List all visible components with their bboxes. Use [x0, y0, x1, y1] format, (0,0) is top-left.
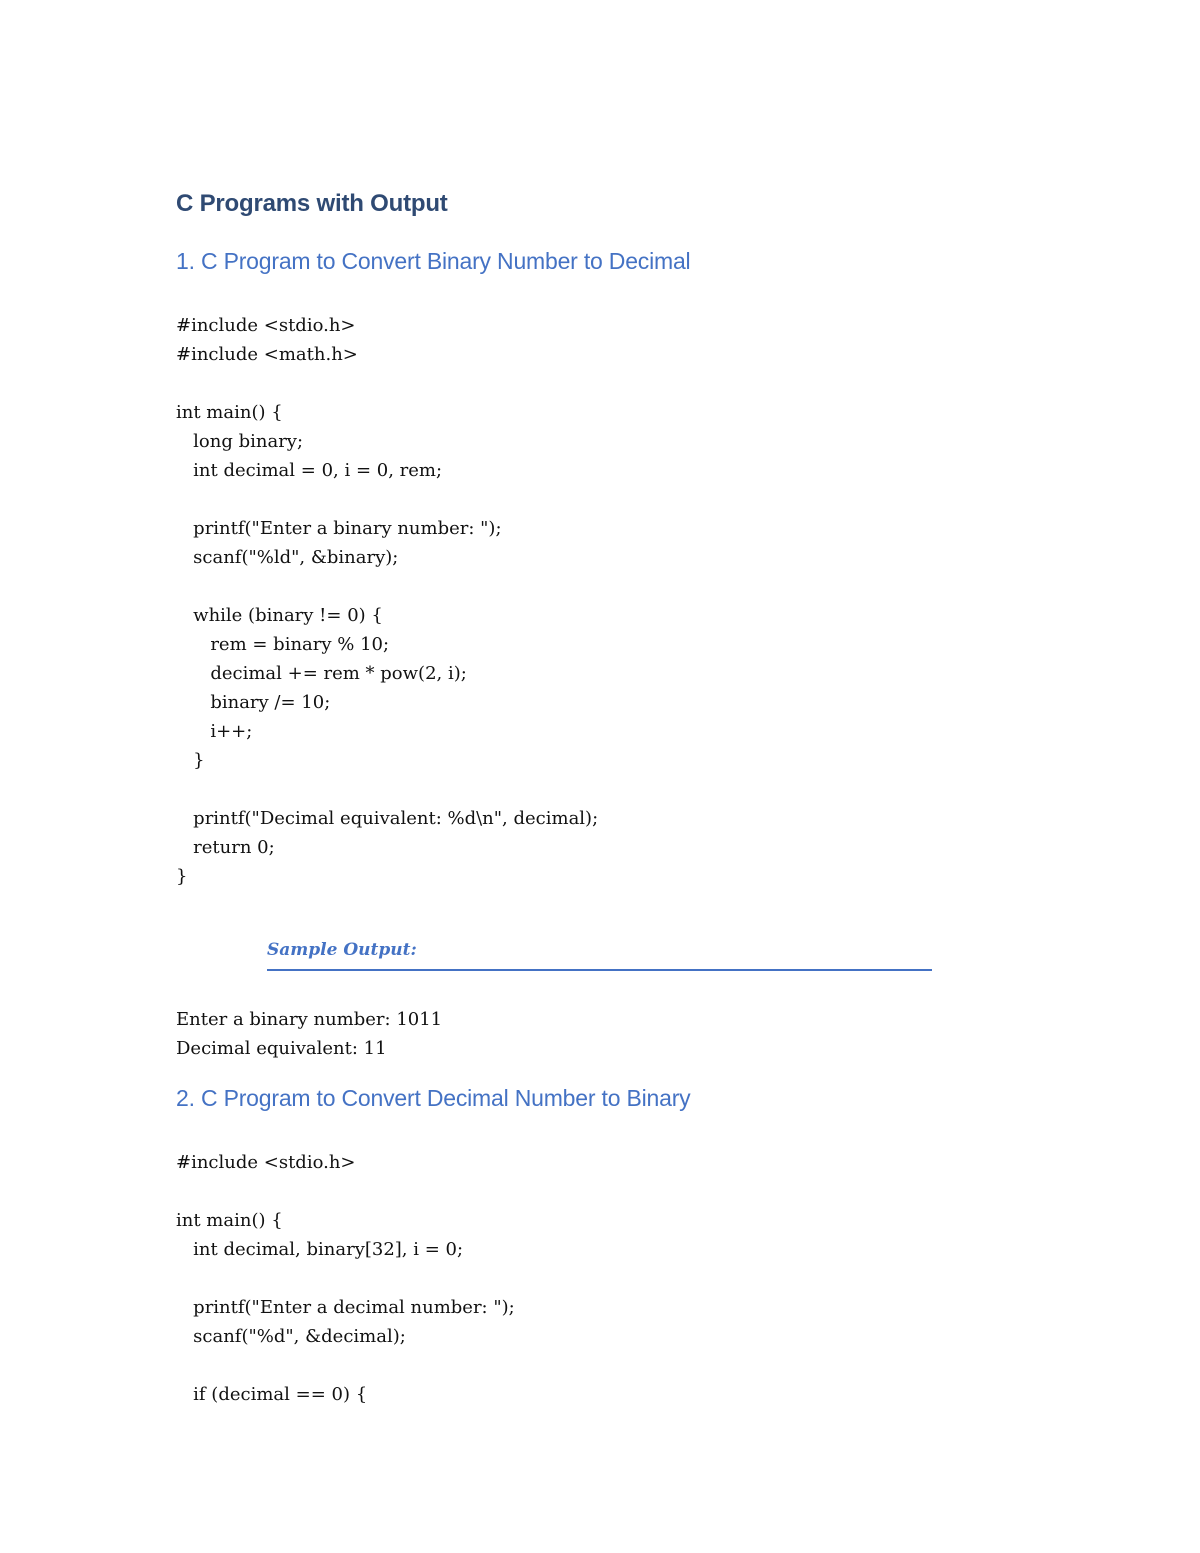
section-2-heading: 2. C Program to Convert Decimal Number to Binary — [176, 1085, 691, 1111]
section-1-sample-output: Enter a binary number: 1011 Decimal equivalent: 11 — [176, 1009, 443, 1059]
sample-output-label: Sample Output: — [267, 940, 932, 971]
document-title: C Programs with Output — [176, 190, 448, 217]
section-2-code-block: #include <stdio.h> int main() { int decimal, binary[32], i = 0; printf("Enter a decimal number: "); scanf("%d", &decimal); if (decimal == 0) { — [176, 1152, 515, 1405]
section-1-code-block: #include <stdio.h> #include <math.h> int main() { long binary; int decimal = 0, i = 0, rem; printf("Enter a binary number: "); scanf("%ld", &binary); while (binary != 0) { rem = binary % 10; decimal += rem * pow(2, i); binary /= 10; i++; } printf("Decimal equivalent: %d\n", decimal); return 0; } — [176, 315, 599, 887]
section-1-heading: 1. C Program to Convert Binary Number to Decimal — [176, 248, 691, 274]
